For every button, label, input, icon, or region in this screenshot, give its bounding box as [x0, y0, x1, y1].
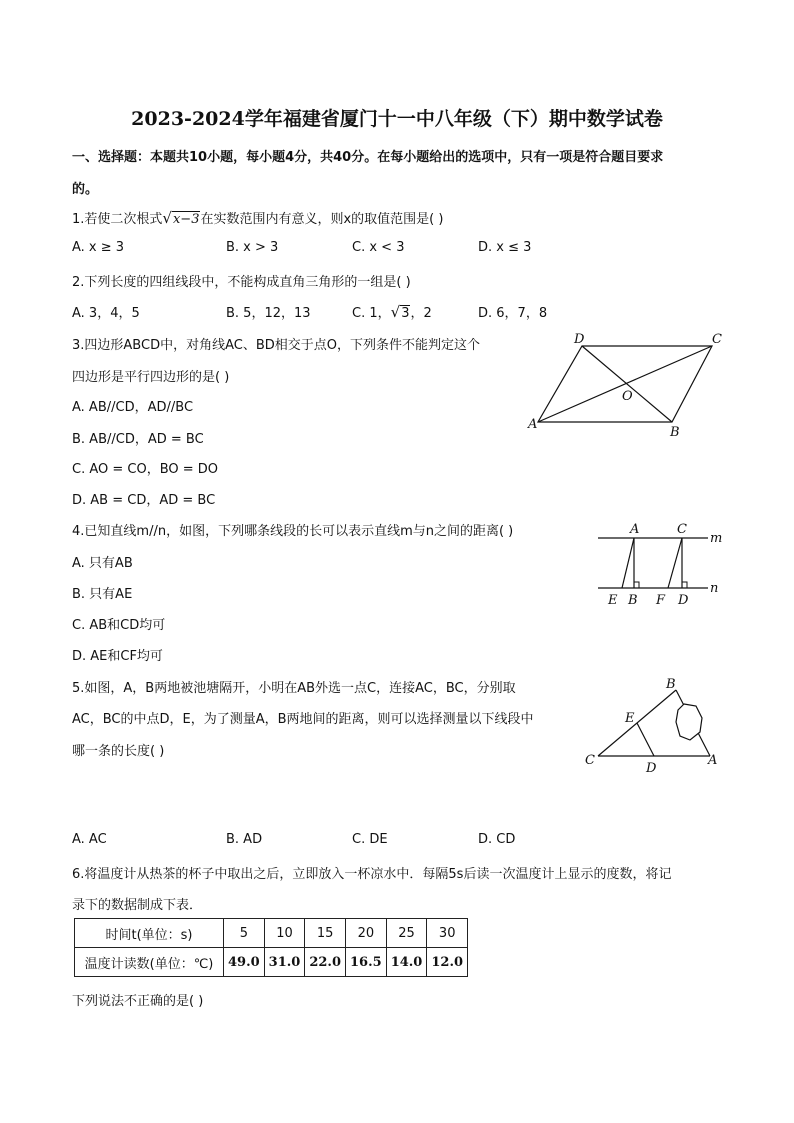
segment-ae: [622, 538, 634, 588]
segment-de: [637, 723, 654, 756]
q2-optc-post: ，2: [410, 306, 432, 321]
q3-option-a[interactable]: A. AB//CD，AD//BC: [72, 400, 194, 415]
label-e: E: [625, 711, 635, 726]
label-c: C: [677, 522, 687, 537]
q1-option-d[interactable]: D. x ≤ 3: [478, 240, 532, 255]
q6-data-table: [74, 918, 468, 977]
q4-option-b[interactable]: B. 只有AE: [72, 587, 133, 602]
q3-option-c[interactable]: C. AO = CO，BO = DO: [72, 462, 219, 477]
table-cell: 22.0: [305, 948, 346, 977]
label-b: B: [666, 677, 676, 692]
right-angle-d: [682, 582, 687, 588]
q4-figure-parallel-lines: [590, 520, 730, 610]
table-cell: 14.0: [386, 948, 427, 977]
diagonal-bd: [582, 346, 672, 422]
q3-figure-parallelogram: [520, 326, 730, 444]
q5-figure-pond: [580, 676, 730, 776]
table-cell: 25: [386, 919, 427, 948]
label-a: A: [708, 753, 718, 768]
label-b: B: [670, 425, 680, 440]
table-cell: 16.5: [346, 948, 387, 977]
label-e: E: [608, 593, 618, 608]
page-title: 2023-2024学年福建省厦门十一中八年级（下）期中数学试卷: [131, 108, 663, 130]
table-row: [75, 948, 468, 977]
label-d: D: [646, 761, 657, 776]
label-b: B: [628, 593, 638, 608]
q4-option-a[interactable]: A. 只有AB: [72, 556, 133, 571]
q2-optc-pre: C. 1，: [352, 306, 391, 321]
label-c: C: [585, 753, 595, 768]
label-n: n: [710, 581, 719, 596]
table-cell: 30: [427, 919, 468, 948]
label-d: D: [574, 332, 585, 347]
question-3-cont: 四边形是平行四边形的是( ): [72, 370, 230, 385]
q3-option-b[interactable]: B. AB//CD，AD = BC: [72, 432, 204, 447]
question-1: [72, 208, 443, 227]
q5-option-c[interactable]: C. DE: [352, 832, 388, 847]
pond-shape: [676, 704, 702, 740]
question-6: 6.将温度计从热茶的杯子中取出之后，立即放入一杯凉水中．每隔5s后读一次温度计上显示的度数，将记: [72, 867, 672, 882]
table-cell: 15: [305, 919, 346, 948]
table-cell: 31.0: [264, 948, 305, 977]
q5-option-b[interactable]: B. AD: [226, 832, 263, 847]
q2-option-b[interactable]: B. 5，12，13: [226, 306, 311, 321]
q1-option-c[interactable]: C. x < 3: [352, 240, 405, 255]
section-heading: 一、选择题：本题共10小题，每小题4分，共40分。在每小题给出的选项中，只有一项是符合题目要求: [72, 150, 664, 165]
q2-option-c[interactable]: [352, 302, 432, 321]
table-header-time: 时间t(单位：s): [75, 919, 224, 948]
label-d: D: [678, 593, 689, 608]
table-header-temp: 温度计读数(单位：℃): [75, 948, 224, 977]
question-4: 4.已知直线m//n，如图，下列哪条线段的长可以表示直线m与n之间的距离( ): [72, 524, 514, 539]
q1-option-b[interactable]: B. x > 3: [226, 240, 279, 255]
diagonal-ac: [538, 346, 712, 422]
segment-cf: [668, 538, 682, 588]
question-6-cont: 录下的数据制成下表．: [72, 898, 203, 913]
table-cell: 20: [346, 919, 387, 948]
q1-pre: 1.若使二次根式: [72, 212, 163, 227]
sqrt-sign: √: [162, 209, 172, 227]
table-cell: 49.0: [224, 948, 265, 977]
label-o: O: [622, 389, 633, 404]
q1-radicand: x−3: [172, 212, 200, 227]
q2-option-a[interactable]: A. 3，4，5: [72, 306, 140, 321]
label-a: A: [630, 522, 640, 537]
question-3: 3.四边形ABCD中，对角线AC、BD相交于点O，下列条件不能判定这个: [72, 338, 480, 353]
table-cell: 5: [224, 919, 265, 948]
question-5: 5.如图，A，B两地被池塘隔开，小明在AB外选一点C，连接AC，BC，分别取: [72, 681, 516, 696]
q5-option-a[interactable]: A. AC: [72, 832, 107, 847]
q2-optc-radicand: 3: [401, 306, 410, 321]
q4-option-c[interactable]: C. AB和CD均可: [72, 618, 166, 633]
question-5-cont: AC，BC的中点D，E，为了测量A，B两地间的距离，则可以选择测量以下线段中: [72, 712, 534, 727]
table-cell: 10: [264, 919, 305, 948]
question-6-prompt: 下列说法不正确的是( ): [72, 994, 204, 1009]
label-m: m: [710, 531, 723, 546]
table-cell: 12.0: [427, 948, 468, 977]
q5-option-d[interactable]: D. CD: [478, 832, 516, 847]
sqrt-sign: √: [390, 303, 401, 321]
q4-option-d[interactable]: D. AE和CF均可: [72, 649, 163, 664]
q2-option-d[interactable]: D. 6，7，8: [478, 306, 548, 321]
q1-post: 在实数范围内有意义，则x的取值范围是( ): [200, 212, 444, 227]
q3-option-d[interactable]: D. AB = CD，AD = BC: [72, 493, 216, 508]
label-f: F: [656, 593, 666, 608]
label-a: A: [528, 417, 538, 432]
right-angle-b: [634, 582, 639, 588]
table-row: [75, 919, 468, 948]
label-c: C: [712, 332, 722, 347]
q1-option-a[interactable]: A. x ≥ 3: [72, 240, 125, 255]
section-heading-cont: 的。: [72, 182, 99, 197]
question-2: 2.下列长度的四组线段中，不能构成直角三角形的一组是( ): [72, 275, 411, 290]
question-5-cont2: 哪一条的长度( ): [72, 744, 165, 759]
